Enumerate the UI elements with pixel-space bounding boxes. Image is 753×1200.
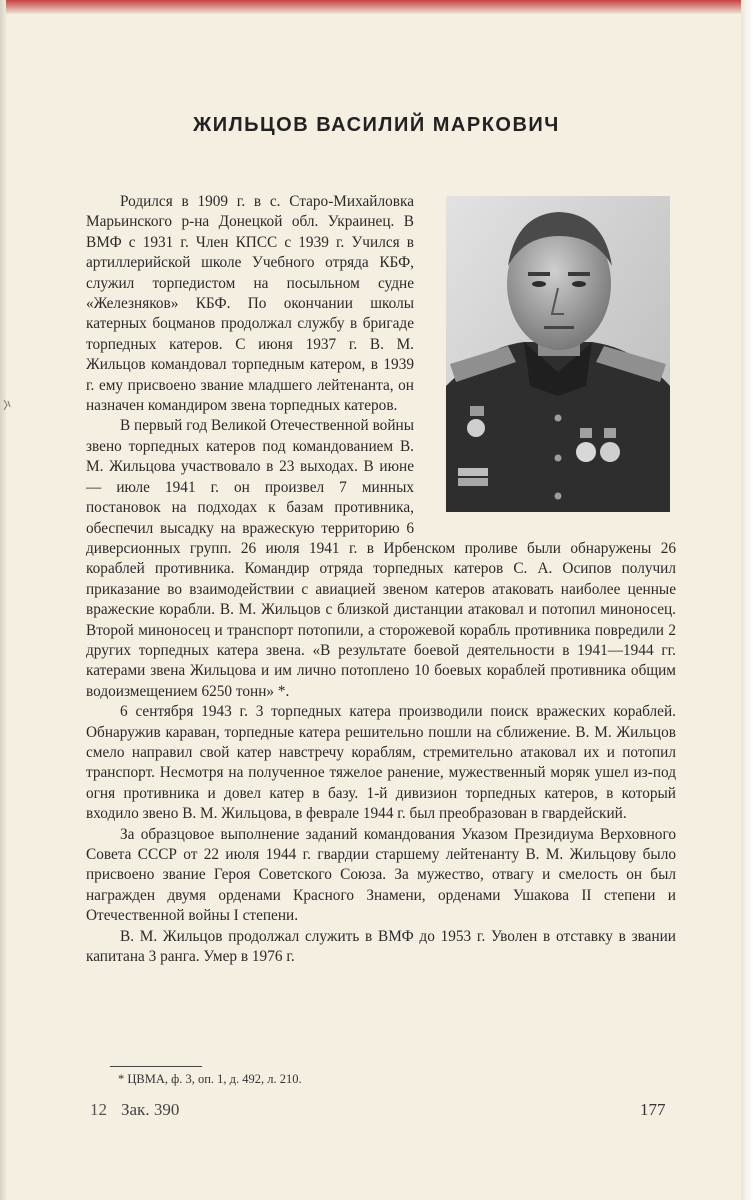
paragraph-3: 6 сентября 1943 г. 3 торпедных катера производили поиск вражеских кораблей. Обнаружив караван, торпедные катера решительно пошли на сближение. В. М. Жильцов смело направил свой катер навстречу кораблям, стремительно атаковал их и потопил транспорт. Несмотря на полученное тяжелое ранение, мужественный моряк ушел из-под огня противника и довел катер в базу. 1-й дивизион торпедных катеров, в который входило звено В. М. Жильцова, в феврале 1944 г. был преобразован в гвардейский. bbox=[86, 703, 676, 823]
page-title: ЖИЛЬЦОВ ВАСИЛИЙ МАРКОВИЧ bbox=[193, 114, 560, 136]
signature-number: 12 bbox=[90, 1100, 107, 1119]
signature-order: Зак. 390 bbox=[121, 1100, 180, 1119]
paragraph-5: В. М. Жильцов продолжал служить в ВМФ до 1953 г. Уволен в отставку в звании капитана 3 ранга. Умер в 1976 г. bbox=[86, 927, 676, 966]
biography-text bbox=[86, 192, 676, 967]
page-right-edge bbox=[741, 0, 753, 1200]
footnote: * ЦВМА, ф. 3, оп. 1, д. 492, л. 210. bbox=[118, 1072, 302, 1086]
page-number: 177 bbox=[640, 1100, 666, 1119]
page-left-edge bbox=[0, 0, 6, 1200]
paragraph-1: Родился в 1909 г. в с. Старо-Михайловка Марьинского р-на Донецкой обл. Украинец. В ВМФ с 1931 г. Член КПСС с 1939 г. Учился в артиллерийской школе Учебного отряда КБФ, служил торпедистом на посыльном судне «Железняков» КБФ. По окончании школы катерных боцманов продолжал службу в бригаде торпедных катеров. С июня 1937 г. В. М. Жильцов командовал торпедным катером, в 1939 г. ему присвоено звание младшего лейтенанта, он назначен командиром звена торпедных катеров. bbox=[86, 193, 414, 415]
footnote-rule bbox=[110, 1066, 202, 1067]
page-top-edge bbox=[0, 0, 753, 14]
paragraph-4: За образцовое выполнение заданий командования Указом Президиума Верховного Совета СССР от 22 июля 1944 г. гвардии старшему лейтенанту В. М. Жильцову было присвоено звание Героя Советского Союза. За мужество, отвагу и смелость он был награжден двумя орденами Красного Знамени, орденами Ушакова II степени и Отечественной войны I степени. bbox=[86, 825, 676, 925]
portrait-text-wrap bbox=[414, 192, 676, 536]
paragraph-2: В первый год Великой Отечественной войны звено торпедных катеров под командованием В. М. Жильцова участвовало в 23 выходах. В июне — июле 1941 г. он произвел 7 минных постановок на подходах к базам противника, обеспечил высадку на вражескую территорию 6 диверсионных групп. 26 июля 1941 г. в Ирбенском проливе были обнаружены 26 кораблей противника. Командир отряда торпедных катеров С. А. Осипов получил приказание во взаимодействии с авиацией звеном катеров атаковать наиболее ценные вражеские корабли. В. М. Жильцов с близкой дистанции атаковал и потопил миноносец. Второй миноносец и транспорт потопили, а сторожевой корабль противника повредили 2 других торпедных катера звена. «В результате боевой деятельности в 1941—1944 гг. катерами звена Жильцова и им лично потоплено 10 боевых кораблей противника общим водоизмещением 6250 тонн» *. bbox=[86, 417, 676, 700]
margin-mark-icon bbox=[2, 398, 12, 412]
